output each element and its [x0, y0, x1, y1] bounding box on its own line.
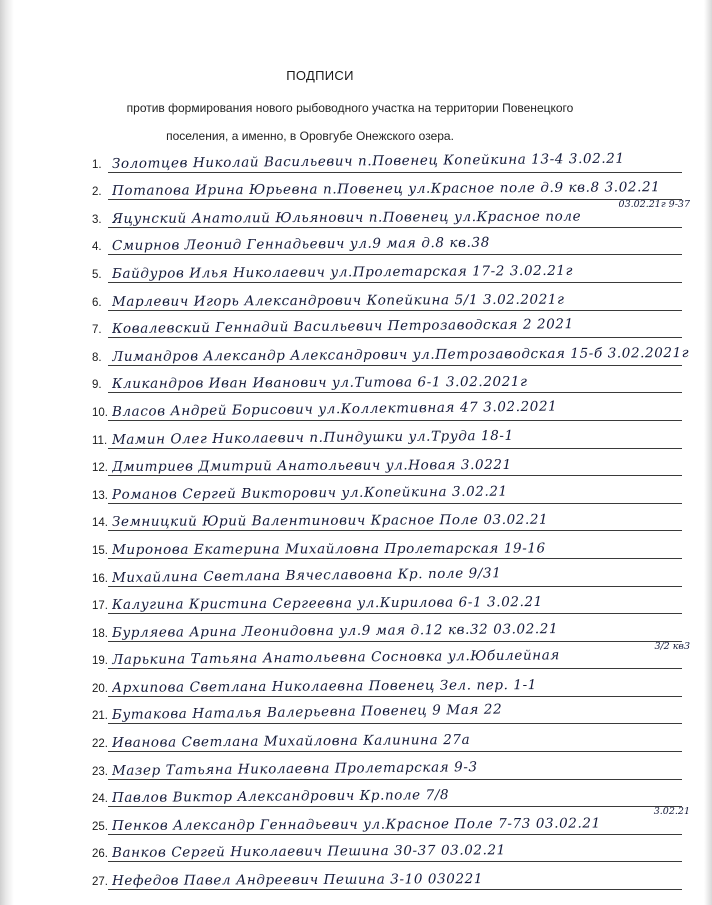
row-number: 21.: [92, 710, 108, 723]
writing-line: [108, 613, 682, 614]
handwritten-entry: Павлов Виктор Александрович Кр.поле 7/8: [111, 787, 450, 807]
writing-line: [108, 641, 682, 642]
row-number: 24.: [92, 793, 108, 806]
writing-line: [108, 530, 682, 531]
subtitle-line-2: поселения, а именно, в Оровгубе Онежского озера.: [166, 129, 454, 143]
handwritten-entry: Марлевич Игорь Александрович Копейкина 5/1 3.02.2021г: [111, 291, 565, 310]
signature-list: [0, 148, 712, 893]
row-number: 20.: [92, 682, 108, 695]
writing-line: [108, 448, 682, 449]
writing-line: [108, 751, 682, 752]
writing-line: [108, 227, 682, 228]
signature-row: [0, 507, 712, 535]
row-number: 12.: [92, 462, 108, 475]
row-number: 13.: [92, 489, 108, 502]
handwritten-entry: Лимандров Александр Александрович ул.Петрозаводская 15-б 3.02.2021г: [111, 344, 690, 365]
writing-line: [108, 254, 682, 255]
row-number: 7.: [92, 324, 102, 337]
signature-row: [0, 727, 712, 755]
row-number: 17.: [92, 600, 108, 613]
handwritten-entry: Михайлина Светлана Вячеславовна Кр. поле 9/31: [111, 564, 502, 586]
signature-row: [0, 806, 712, 838]
writing-line: [108, 392, 682, 393]
handwritten-entry: Калугина Кристина Сергеевна ул.Кирилова 6-1 3.02.21: [111, 594, 543, 614]
writing-line: [108, 558, 682, 559]
page-title: ПОДПИСИ: [286, 68, 354, 83]
handwritten-entry: Мазер Татьяна Николаевна Пролетарская 9-3: [111, 758, 478, 779]
signature-row: [0, 176, 712, 204]
signature-row: [0, 199, 712, 231]
writing-line: [108, 503, 682, 504]
writing-line: [108, 806, 682, 807]
signature-row: [0, 396, 712, 424]
handwritten-entry: Земницкий Юрий Валентинович Красное Поле 03.02.21: [111, 512, 549, 531]
handwritten-entry: Дмитриев Дмитрий Анатольевич ул.Новая 3.0221: [111, 457, 512, 476]
signature-row: [0, 258, 712, 286]
row-number: 3.: [92, 213, 102, 226]
writing-line: [108, 696, 682, 697]
signature-row: [0, 590, 712, 618]
subtitle-line-1: против формирования нового рыбоводного участка на территории Повенецкого: [126, 101, 574, 115]
handwritten-entry: Золотцев Николай Васильевич п.Повенец Копейкина 13-4 3.02.21: [111, 150, 625, 172]
writing-line: [108, 199, 682, 200]
handwritten-entry: Потапова Ирина Юрьевна п.Повенец ул.Красное поле д.9 кв.8 3.02.21: [111, 179, 661, 200]
handwritten-entry: Пенков Александр Геннадьевич ул.Красное Поле 7-73 03.02.21: [111, 815, 601, 834]
signature-row: [0, 452, 712, 480]
writing-line: [108, 586, 682, 587]
writing-line: [108, 779, 682, 780]
row-number: 10.: [92, 406, 108, 419]
writing-line: [108, 889, 682, 890]
signature-row: [0, 672, 712, 700]
handwritten-entry: Мамин Олег Николаевич п.Пиндушки ул.Труда 18-1: [111, 427, 514, 448]
row-number: 15.: [92, 544, 108, 557]
signature-row: [0, 617, 712, 645]
handwritten-entry: Кликандров Иван Иванович ул.Титова 6-1 3.02.2021г: [111, 374, 528, 393]
signature-row: [0, 231, 712, 259]
handwritten-note: 03.02.21г 9-37: [618, 199, 690, 211]
signature-row: [0, 341, 712, 369]
signature-row: [0, 755, 712, 783]
row-number: 5.: [92, 268, 102, 281]
handwritten-entry: Архипова Светлана Николаевна Повенец Зел. пер. 1-1: [111, 676, 537, 696]
writing-line: [108, 668, 682, 669]
handwritten-entry: Миронова Екатерина Михайловна Пролетарская 19-16: [111, 540, 546, 558]
row-number: 4.: [92, 241, 102, 254]
writing-line: [108, 310, 682, 311]
handwritten-entry: Ванков Сергей Николаевич Пешина 30-37 03.02.21: [111, 842, 506, 862]
handwritten-entry: Бутакова Наталья Валерьевна Повенец 9 Мая 22: [111, 702, 503, 724]
signature-row: [0, 479, 712, 507]
writing-line: [108, 723, 682, 724]
writing-line: [108, 420, 682, 421]
signature-row: [0, 783, 712, 811]
row-number: 11.: [92, 434, 108, 447]
handwritten-entry: Романов Сергей Викторович ул.Копейкина 3.02.21: [111, 483, 508, 503]
handwritten-note: 3/2 кв3: [654, 640, 690, 652]
writing-line: [108, 475, 682, 476]
handwritten-note: 3.02.21: [653, 806, 690, 818]
row-number: 22.: [92, 738, 108, 751]
row-number: 25.: [92, 820, 108, 833]
signature-row: [0, 369, 712, 397]
handwritten-entry: Власов Андрей Борисович ул.Коллективная 47 3.02.2021: [111, 398, 558, 420]
row-number: 1.: [92, 158, 102, 171]
signature-row: [0, 865, 712, 893]
row-number: 8.: [92, 351, 102, 364]
writing-line: [108, 365, 682, 366]
handwritten-entry: Ковалевский Геннадий Васильевич Петрозаводская 2 2021: [111, 316, 574, 338]
writing-line: [108, 337, 682, 338]
row-number: 19.: [92, 655, 108, 668]
signature-row: [0, 640, 712, 673]
handwritten-entry: Смирнов Леонид Геннадьевич ул.9 мая д.8 кв.38: [111, 235, 490, 255]
handwritten-entry: Бурляева Арина Леонидовна ул.9 мая д.12 кв.32 03.02.21: [111, 620, 559, 641]
signature-row: [0, 424, 712, 452]
row-number: 23.: [92, 765, 108, 778]
handwritten-entry: Ларькина Татьяна Анатольевна Сосновка ул.Юбилейная: [111, 647, 560, 669]
row-number: 6.: [92, 296, 102, 309]
row-number: 16.: [92, 572, 108, 585]
writing-line: [108, 172, 682, 173]
signature-row: [0, 534, 712, 562]
signature-row: [0, 838, 712, 866]
row-number: 9.: [92, 379, 102, 392]
row-number: 26.: [92, 848, 108, 861]
signature-row: [0, 700, 712, 728]
row-number: 2.: [92, 186, 102, 199]
handwritten-entry: Яцунский Анатолий Юльянович п.Повенец ул.Красное поле: [111, 208, 582, 227]
handwritten-entry: Байдуров Илья Николаевич ул.Пролетарская 17-2 3.02.21г: [111, 262, 574, 282]
writing-line: [108, 282, 682, 283]
handwritten-entry: Иванова Светлана Михайловна Калинина 27а: [111, 731, 471, 752]
signature-row: [0, 148, 712, 176]
signature-row: [0, 314, 712, 342]
handwritten-entry: Нефедов Павел Андреевич Пешина 3-10 030221: [111, 871, 484, 890]
writing-line: [108, 861, 682, 862]
row-number: 18.: [92, 627, 108, 640]
signature-row: [0, 286, 712, 314]
writing-line: [108, 834, 682, 835]
row-number: 14.: [92, 517, 108, 530]
signature-row: [0, 562, 712, 590]
row-number: 27.: [92, 876, 108, 889]
